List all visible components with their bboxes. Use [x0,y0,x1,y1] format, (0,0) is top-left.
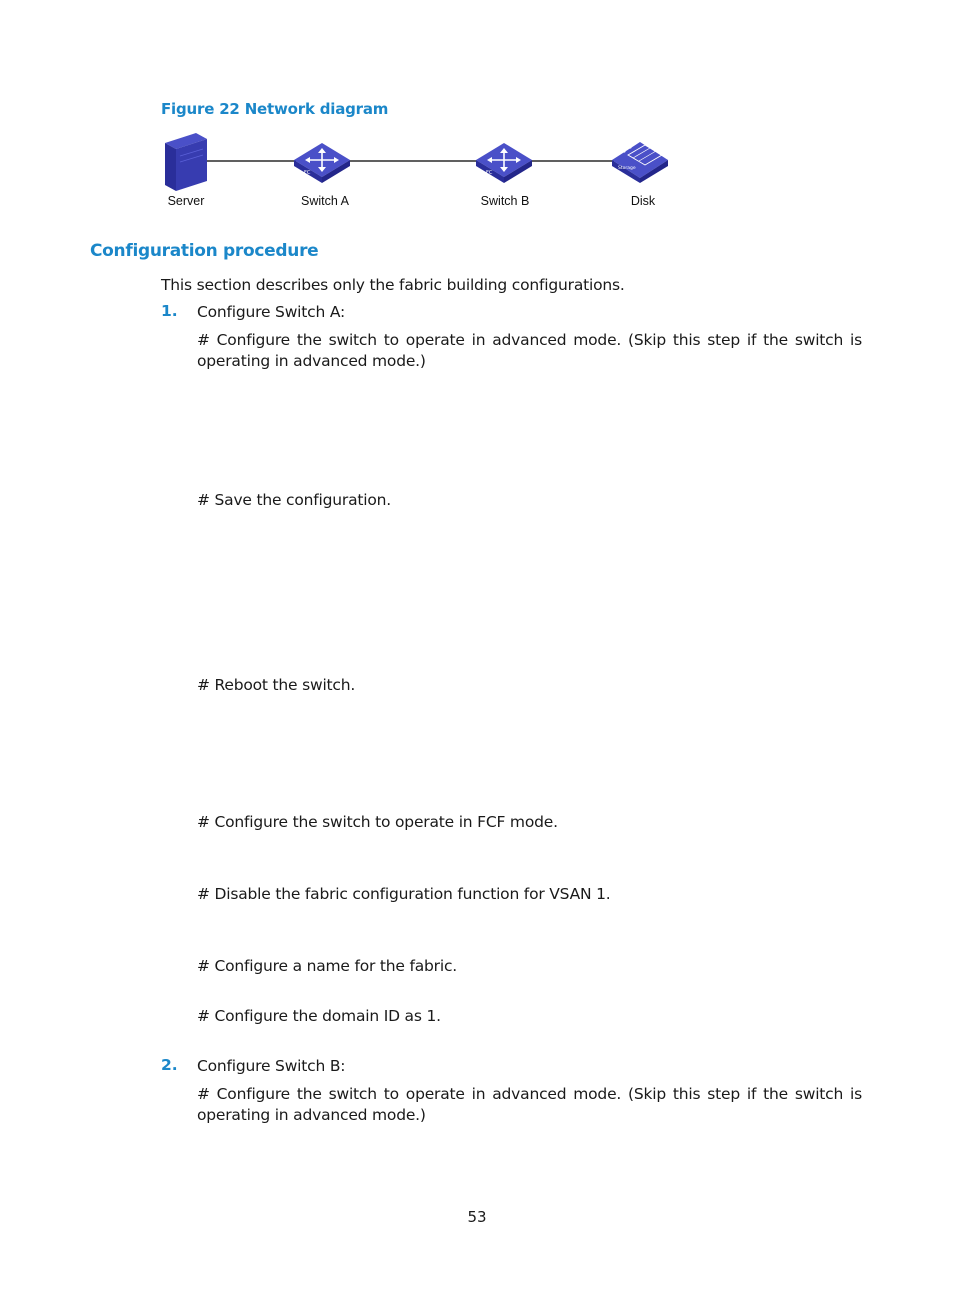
substep-text: # Disable the fabric configuration function for VSAN 1. [197,885,611,903]
substep-text: # Configure the switch to operate in FCF mode. [197,813,558,831]
device-label-server: Server [167,194,205,208]
step-number: 1. [161,302,178,320]
section-heading: Configuration procedure [90,241,319,261]
device-label-disk: Disk [630,194,656,208]
fc-switch-icon [294,143,350,183]
intro-paragraph: This section describes only the fabric building configurations. [161,276,625,294]
network-diagram [150,128,710,218]
substep-text: # Save the configuration. [197,491,391,509]
fc-switch-icon [476,143,532,183]
server-icon [165,133,207,191]
svg-text:FC: FC [486,170,493,176]
page-number: 53 [467,1208,487,1226]
substep-text: # Reboot the switch. [197,676,356,694]
step-number: 2. [161,1056,178,1074]
device-label-switch-a: Switch A [301,194,349,208]
svg-text:FC: FC [304,170,311,176]
substep-text: # Configure the switch to operate in advanced mode. (Skip this step if the switch is operating in advanced mode.) [197,331,862,370]
step-title: Configure Switch A: [197,303,345,321]
substep-text: # Configure a name for the fabric. [197,957,457,975]
substep-text: # Configure the switch to operate in advanced mode. (Skip this step if the switch is operating in advanced mode.) [197,1085,862,1124]
step-title: Configure Switch B: [197,1057,346,1075]
substep-text: # Configure the domain ID as 1. [197,1007,441,1025]
figure-caption: Figure 22 Network diagram [161,100,389,118]
device-label-switch-b: Switch B [480,194,530,208]
svg-text:Storage: Storage [618,166,636,171]
storage-disk-icon [612,142,668,183]
